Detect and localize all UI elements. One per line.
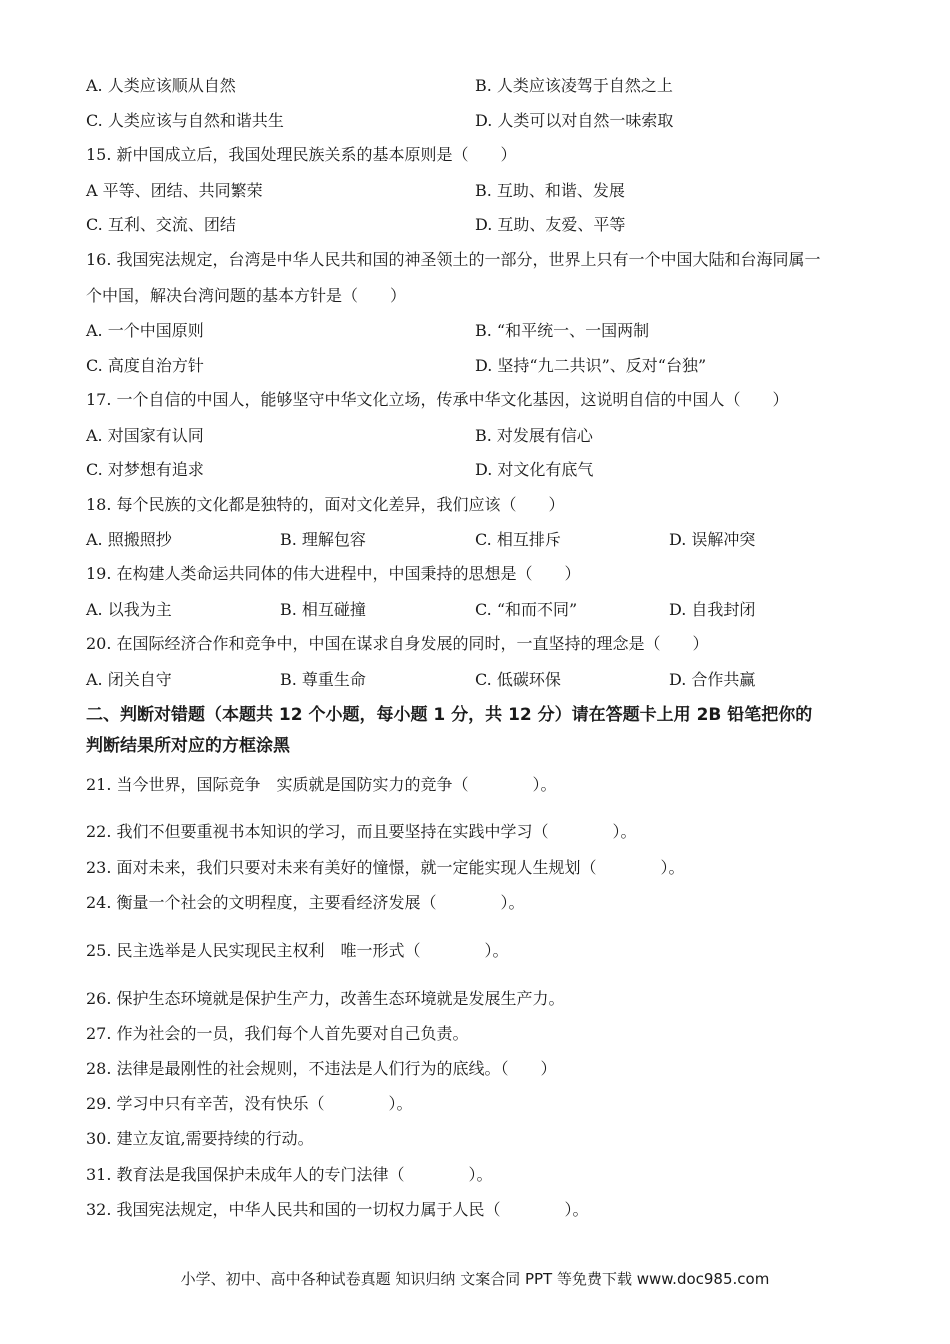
q15-option-c: C. 互利、交流、团结: [86, 215, 236, 234]
judgement-q26: 26. 保护生态环境就是保护生产力，改善生态环境就是发展生产力。: [86, 989, 565, 1008]
judgement-q30: 30. 建立友谊,需要持续的行动。: [86, 1129, 314, 1148]
q16-option-b: B. “和平统一、一国两制: [475, 321, 650, 340]
q17-option-c: C. 对梦想有追求: [86, 460, 204, 479]
q16-stem-line2: 个中国，解决台湾问题的基本方针是（ ）: [86, 286, 407, 305]
q20-option-c: C. 低碳环保: [475, 670, 561, 689]
judgement-q29: 29. 学习中只有辛苦，没有快乐（ ）。: [86, 1094, 413, 1113]
judgement-q27: 27. 作为社会的一员，我们每个人首先要对自己负责。: [86, 1024, 469, 1043]
q17-option-b: B. 对发展有信心: [475, 426, 593, 445]
q15-stem: 15. 新中国成立后，我国处理民族关系的基本原则是（ ）: [86, 145, 517, 164]
q16-option-d: D. 坚持“九二共识”、反对“台独”: [475, 356, 707, 375]
q17-stem: 17. 一个自信的中国人，能够坚守中华文化立场，传承中华文化基因，这说明自信的中国人（ ）: [86, 390, 789, 409]
q18-option-d: D. 误解冲突: [669, 530, 756, 549]
q19-stem: 19. 在构建人类命运共同体的伟大进程中，中国秉持的思想是（ ）: [86, 564, 581, 583]
q14-option-a: A. 人类应该顺从自然: [86, 76, 236, 95]
q18-option-a: A. 照搬照抄: [86, 530, 172, 549]
q19-option-d: D. 自我封闭: [669, 600, 756, 619]
q19-option-a: A. 以我为主: [86, 600, 172, 619]
q19-option-b: B. 相互碰撞: [280, 600, 366, 619]
q19-option-c: C. “和而不同”: [475, 600, 578, 619]
section-heading-line1: 二、判断对错题（本题共 12 个小题，每小题 1 分，共 12 分）请在答题卡上用 2B 铅笔把你的: [86, 705, 813, 725]
judgement-q28: 28. 法律是最刚性的社会规则，不违法是人们行为的底线。（ ）: [86, 1059, 557, 1078]
judgement-q25: 25. 民主选举是人民实现民主权利 唯一形式（ ）。: [86, 941, 509, 960]
judgement-q22: 22. 我们不但要重视书本知识的学习，而且要坚持在实践中学习（ ）。: [86, 822, 637, 841]
q17-option-a: A. 对国家有认同: [86, 426, 204, 445]
q18-option-b: B. 理解包容: [280, 530, 366, 549]
q15-option-d: D. 互助、友爱、平等: [475, 215, 626, 234]
q20-option-b: B. 尊重生命: [280, 670, 366, 689]
q20-stem: 20. 在国际经济合作和竞争中，中国在谋求自身发展的同时，一直坚持的理念是（ ）: [86, 634, 709, 653]
q17-option-d: D. 对文化有底气: [475, 460, 594, 479]
judgement-q21: 21. 当今世界，国际竞争 实质就是国防实力的竞争（ ）。: [86, 775, 557, 794]
judgement-q24: 24. 衡量一个社会的文明程度，主要看经济发展（ ）。: [86, 893, 525, 912]
judgement-q23: 23. 面对未来，我们只要对未来有美好的憧憬，就一定能实现人生规划（ ）。: [86, 858, 685, 877]
judgement-q32: 32. 我国宪法规定，中华人民共和国的一切权力属于人民（ ）。: [86, 1200, 589, 1219]
q15-option-b: B. 互助、和谐、发展: [475, 181, 625, 200]
q18-stem: 18. 每个民族的文化都是独特的，面对文化差异，我们应该（ ）: [86, 495, 565, 514]
q18-option-c: C. 相互排斥: [475, 530, 561, 549]
q16-stem-line1: 16. 我国宪法规定，台湾是中华人民共和国的神圣领土的一部分，世界上只有一个中国大陆和台海同属一: [86, 250, 821, 269]
q15-option-a: A 平等、团结、共同繁荣: [86, 181, 263, 200]
page-footer: 小学、初中、高中各种试卷真题 知识归纳 文案合同 PPT 等免费下载 www.doc985.com: [180, 1270, 770, 1288]
q14-option-c: C. 人类应该与自然和谐共生: [86, 111, 284, 130]
q16-option-c: C. 高度自治方针: [86, 356, 204, 375]
judgement-q31: 31. 教育法是我国保护未成年人的专门法律（ ）。: [86, 1165, 493, 1184]
q20-option-a: A. 闭关自守: [86, 670, 172, 689]
q16-option-a: A. 一个中国原则: [86, 321, 204, 340]
q14-option-b: B. 人类应该凌驾于自然之上: [475, 76, 673, 95]
q14-option-d: D. 人类可以对自然一味索取: [475, 111, 674, 130]
section-heading-line2: 判断结果所对应的方框涂黑: [86, 736, 290, 756]
q20-option-d: D. 合作共赢: [669, 670, 756, 689]
